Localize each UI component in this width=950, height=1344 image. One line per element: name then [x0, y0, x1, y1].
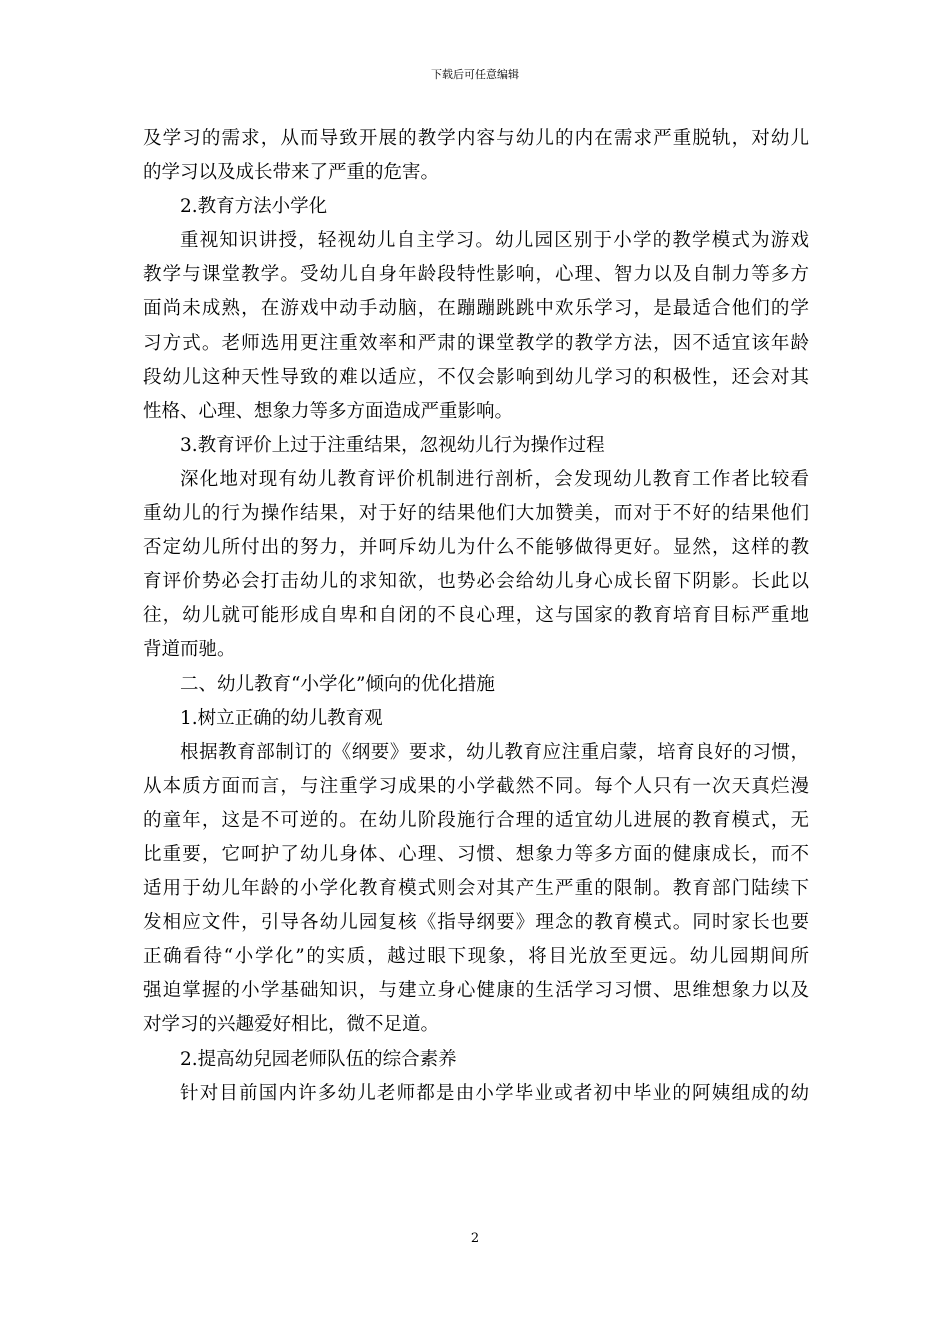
text-line: 适用于幼儿年龄的小学化教育模式则会对其产生严重的限制。教育部门陆续下 [143, 878, 809, 900]
text-line: 深化地对现有幼儿教育评价机制进行剖析，会发现幼儿教育工作者比较看 [180, 468, 809, 490]
text-line: 性格、心理、想象力等多方面造成严重影响。 [143, 400, 514, 422]
text-line: 根据教育部制订的《纲要》要求，幼儿教育应注重启蒙，培育良好的习惯， [180, 741, 809, 763]
text-line: 育评价势必会打击幼儿的求知欲，也势必会给幼儿身心成长留下阴影。长此以 [143, 571, 809, 593]
text-line: 对学习的兴趣爱好相比，微不足道。 [143, 1014, 440, 1036]
body-text [143, 122, 809, 1111]
text-line: 习方式。老师选用更注重效率和严肃的课堂教学的教学方法，因不适宜该年龄 [143, 332, 809, 354]
text-line: 面尚未成熟，在游戏中动手动脑，在蹦蹦跳跳中欢乐学习，是最适合他们的学 [143, 298, 809, 320]
section-heading: 3.教育评价上过于注重结果，忽视幼儿行为操作过程 [180, 434, 605, 456]
text-line: 的学习以及成长带来了严重的危害。 [143, 162, 440, 184]
section-heading: 2.教育方法小学化 [180, 196, 328, 218]
text-line: 比重要，它呵护了幼儿身体、心理、习惯、想象力等多方面的健康成长，而不 [143, 843, 809, 865]
text-line: 及学习的需求，从而导致开展的教学内容与幼儿的内在需求严重脱轨，对幼儿 [143, 128, 809, 149]
section-heading: 1.树立正确的幼儿教育观 [180, 707, 383, 729]
text-line: 重视知识讲授，轻视幼儿自主学习。幼儿园区别于小学的教学模式为游戏 [180, 230, 809, 252]
text-line: 发相应文件，引导各幼儿园复核《指导纲要》理念的教育模式。同时家长也要 [143, 912, 809, 934]
text-line: 从本质方面而言，与注重学习成果的小学截然不同。每个人只有一次天真烂漫 [143, 775, 809, 797]
text-line: 否定幼儿所付出的努力，并呵斥幼儿为什么不能够做得更好。显然，这样的教 [143, 537, 809, 559]
text-line: 强迫掌握的小学基础知识，与建立身心健康的生活学习习惯、思维想象力以及 [143, 980, 809, 1002]
text-line: 往，幼儿就可能形成自卑和自闭的不良心理，这与国家的教育培育目标严重地 [143, 605, 809, 627]
section-heading: 2.提高幼兒园老师队伍的综合素养 [180, 1048, 457, 1070]
page-number: 2 [470, 1231, 480, 1246]
text-line: 针对目前国内许多幼儿老师都是由小学毕业或者初中毕业的阿姨组成的幼 [180, 1082, 809, 1104]
text-line: 正确看待“小学化”的实质，越过眼下现象，将目光放至更远。幼儿园期间所 [143, 946, 809, 968]
section-heading: 二、幼儿教育“小学化”倾向的优化措施 [180, 673, 495, 695]
page-header: 下载后可任意编辑 [431, 68, 519, 81]
text-line: 教学与课堂教学。受幼儿自身年龄段特性影响，心理、智力以及自制力等多方 [143, 264, 809, 286]
text-line: 重幼儿的行为操作结果，对于好的结果他们大加赞美，而对于不好的结果他们 [143, 503, 809, 525]
text-line: 的童年，这是不可逆的。在幼儿阶段施行合理的适宜幼儿进展的教育模式，无 [143, 809, 809, 831]
text-line: 段幼儿这种天性导致的难以适应，不仅会影响到幼儿学习的积极性，还会对其 [143, 366, 809, 388]
text-line: 背道而驰。 [143, 639, 236, 661]
